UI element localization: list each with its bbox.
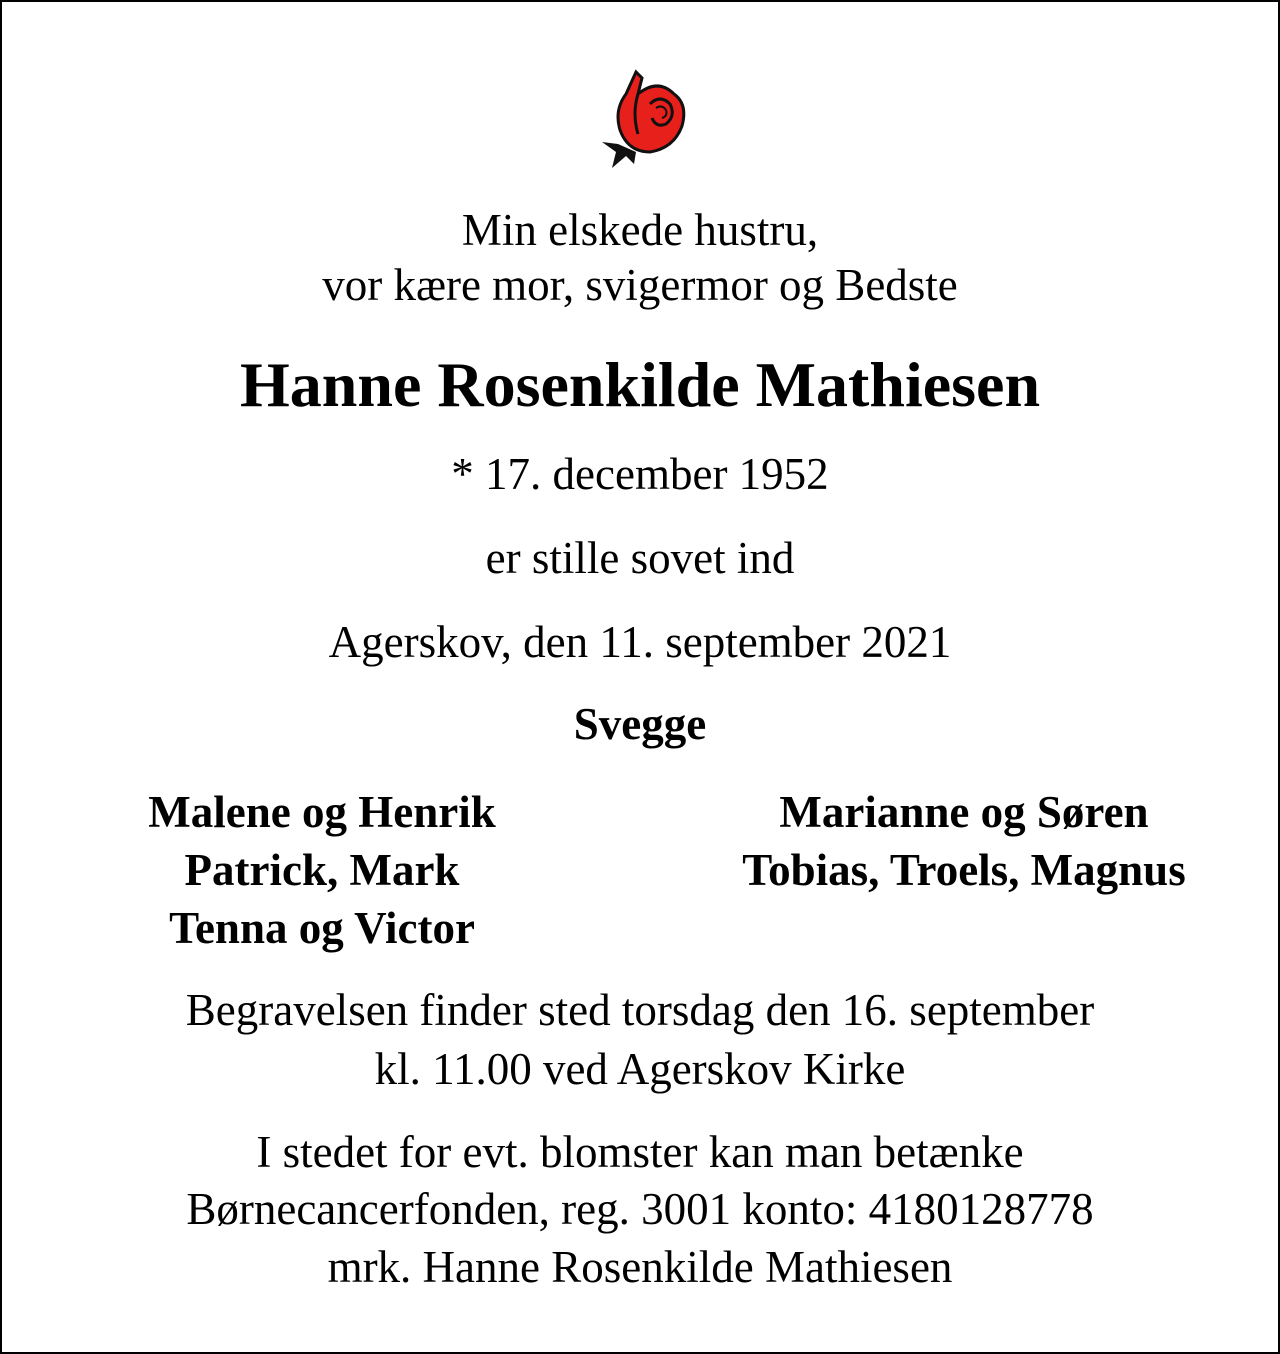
funeral-line-1: Begravelsen finder sted torsdag den 16. september (185, 985, 1095, 1035)
family-right-line: Tobias, Troels, Magnus (742, 845, 1186, 895)
intro-line-1: Min elskede hustru, (461, 205, 819, 255)
donation-line-1: I stedet for evt. blomster kan man betænke (256, 1127, 1024, 1177)
family-right-line: Marianne og Søren (779, 787, 1149, 837)
donation-line-3: mrk. Hanne Rosenkilde Mathiesen (327, 1242, 953, 1292)
funeral-line-2: kl. 11.00 ved Agerskov Kirke (374, 1044, 906, 1094)
rose-icon (598, 64, 690, 172)
family-left-line: Tenna og Victor (169, 903, 475, 953)
family-right (682, 783, 1246, 899)
passed-text: er stille sovet ind (485, 533, 795, 583)
intro-line-2: vor kære mor, svigermor og Bedste (322, 260, 958, 310)
birth-date: * 17. december 1952 (451, 449, 829, 499)
place-date: Agerskov, den 11. september 2021 (328, 617, 952, 667)
family-left (62, 783, 582, 957)
husband-name: Svegge (573, 699, 707, 749)
donation-line-2: Børnecancerfonden, reg. 3001 konto: 4180128778 (186, 1184, 1094, 1234)
deceased-name: Hanne Rosenkilde Mathiesen (239, 349, 1041, 420)
family-left-line: Malene og Henrik (148, 787, 496, 837)
family-left-line: Patrick, Mark (184, 845, 460, 895)
